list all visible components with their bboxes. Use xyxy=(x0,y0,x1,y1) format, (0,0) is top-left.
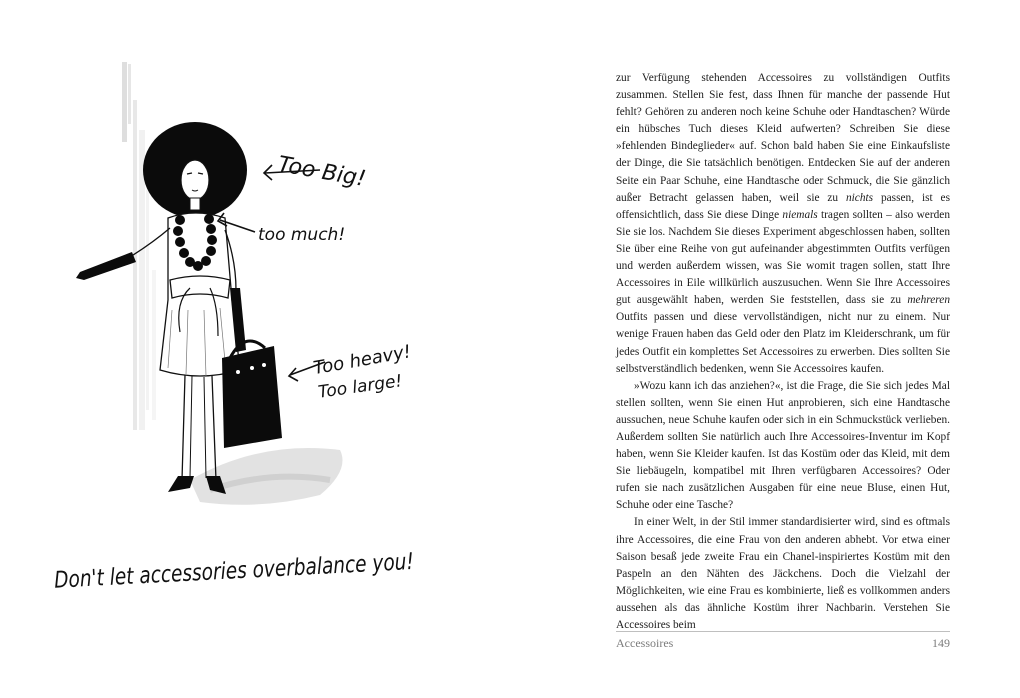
body-text xyxy=(616,70,950,631)
callout-too-large: Too large! xyxy=(316,371,404,403)
fashion-illustration xyxy=(40,40,502,640)
text-run: zur Verfügung stehenden Accessoires zu vollständigen Outfits zusammen. Stellen Sie fest, dass Ihnen für manche der passende Hut fehlt? Gehören zu anderen noch keine Schuhe oder Handtaschen? Würde ein hübsches Tuch dieses Kleid aufwerten? Schreiben Sie diese »fehlenden Bindeglieder« auf. Schon bald haben Sie eine Einkaufsliste der Dinge, die Sie tatsächlich benötigen. Entdecken Sie auf der anderen Seite ein Paar Schuhe, eine Handtasche oder Schmuck, die Sie gänzlich außer Betracht gelassen haben, weil sie zu xyxy=(616,72,950,204)
illustration-caption: Don't let accessories overbalance you! xyxy=(53,544,502,594)
wall-shading xyxy=(122,62,156,430)
face-shape xyxy=(181,160,209,200)
text-run: Outfits passen und diese vervollständigen, nicht nur zu einem. Nur wenige Frauen haben das Geld oder den Platz im Kleiderschrank, um für jedes Outfit ein komplettes Set Accessoires zu erwerben. Dies sollten Sie selbstverständlich bedenken, wenn Sie Accessoires kaufen. xyxy=(616,311,950,375)
fashion-sketch xyxy=(40,40,502,640)
running-footer-title: Accessoires xyxy=(616,636,674,650)
text-run: passen, ist es offensichtlich, dass Sie diese Dinge xyxy=(616,191,950,221)
callout-too-much: too much! xyxy=(258,225,346,245)
text-run: tragen sollten – also werden Sie sie los. Nachdem Sie dieses Experiment abgeschlossen haben, sollten Sie über eine Reihe von gut aufeinander abgestimmten Outfits verfügen und werden außerdem wissen, was Sie womit tragen sollen, statt Ihre Accessoires in Eile willkürlich auszusuchen. Wenn Sie Ihre Accessoires gut ausgewählt haben, werden Sie feststellen, dass sie zu xyxy=(616,208,950,307)
footer-rule xyxy=(616,631,950,632)
handbag-shape xyxy=(222,346,282,448)
paragraph-2: »Wozu kann ich das anziehen?«, ist die Frage, die Sie sich jedes Mal stellen sollten, wenn Sie einen Hut anprobieren, sich eine Handtasche aussuchen, neue Schuhe kaufen oder sich in ein Schmuckstück verlieben. Außerdem sollten Sie natürlich auch Ihre Accessoires-Inventur im Kopf haben, wenn Sie Kleider kaufen. Ist das Kostüm oder das Kleid, mit dem Sie liebäugeln, kompatibel mit Ihren verfügbaren Accessoires? Oder rufen sie nach zusätzlichen Ausgaben für eine neue Bluse, einen Hut, Schuhe oder eine Tasche? xyxy=(616,379,950,512)
left-glove xyxy=(76,252,136,280)
emphasis: niemals xyxy=(782,208,818,221)
callout-too-big: Too Big! xyxy=(276,152,368,193)
page-number: 149 xyxy=(932,636,950,650)
callout-too-heavy: Too heavy! xyxy=(311,341,413,380)
emphasis: mehreren xyxy=(907,294,950,307)
emphasis: nichts xyxy=(845,191,874,204)
paragraph-3: In einer Welt, in der Stil immer standardisierter wird, sind es oftmals ihre Accessoires, die eine Frau von den anderen abhebt. Vor etwa einer Saison besaß jede zweite Frau ein Chanel-inspiriertes Kostüm mit den Paspeln an den Nähten des Jäckchens. Doch die Vielzahl der Möglichkeiten, wie eine Frau es kombinierte, ließ es vollkommen anders aussehen als das ähnliche Kostüm ihrer Nachbarin. Verstehen Sie Accessoires beim xyxy=(616,516,950,631)
paragraph-1 xyxy=(616,70,950,378)
left-shoe xyxy=(168,476,194,492)
